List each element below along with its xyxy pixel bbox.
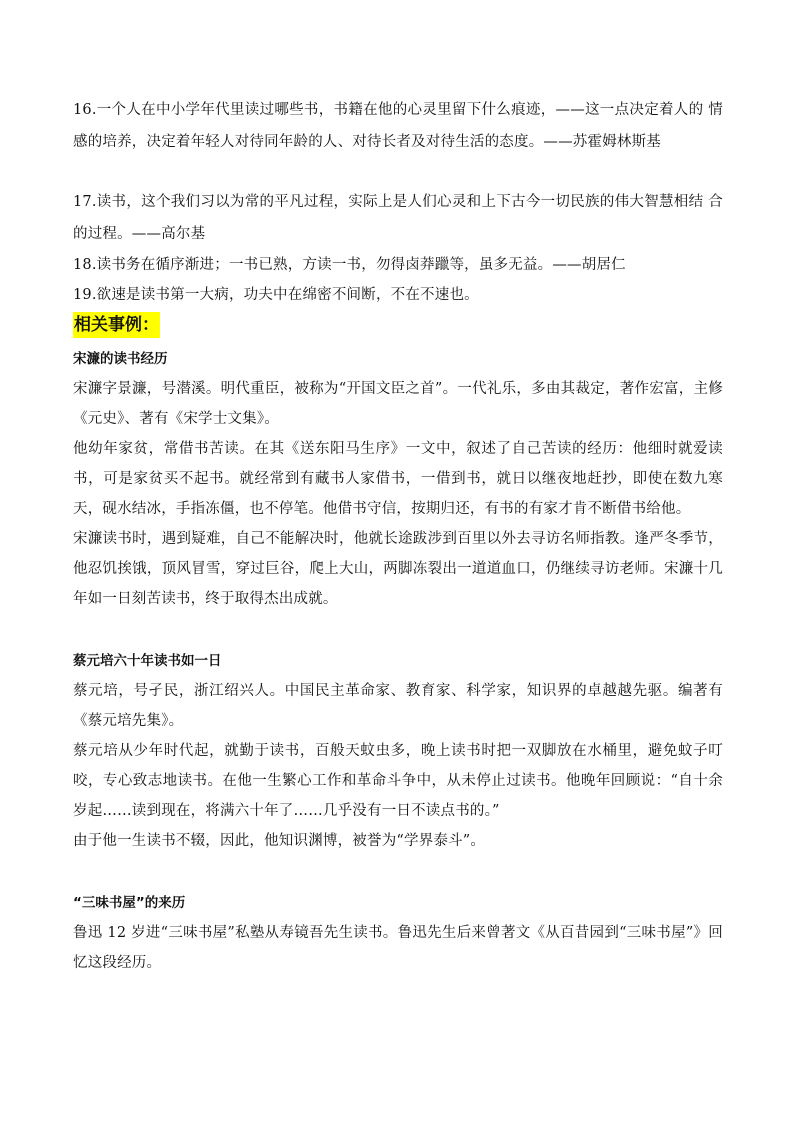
- story-title-cai-yuanpei: 蔡元培六十年读书如一日: [73, 653, 222, 669]
- story-paragraph: 他幼年家贫，常借书苦读。在其《送东阳马生序》一文中，叙述了自己苦读的经历：他细时就爱读书，可是家贫买不起书。就经常到有藏书人家借书，一借到书，就日以继夜地赶抄，即使在数九寒天，砚水结冰，手指冻僵，也不停笔。他借书守信，按期归还，有书的有家才肯不断借书给他。: [73, 441, 723, 517]
- story-paragraph: 鲁迅 12 岁进“三味书屋”私塾从寿镜吾先生读书。鲁迅先生后来曾著文《从百昔园到“三味书屋”》回忆这段经历。: [73, 925, 723, 971]
- story-title-song-lian: 宋濂的读书经历: [73, 351, 168, 367]
- quote-17: 17.读书，这个我们习以为常的平凡过程，实际上是人们心灵和上下古今一切民族的伟大智慧相结 合的过程。——高尔基: [73, 194, 723, 242]
- story-title-sanwei-shuwu: “三味书屋”的来历: [73, 895, 186, 911]
- story-paragraph: 宋濂读书时，遇到疑难，自己不能解决时，他就长途跋涉到百里以外去寻访名师指教。逢严冬季节，他忍饥挨饿，顶风冒雪，穿过巨谷，爬上大山，两脚冻裂出一道道血口，仍继续寻访老师。宋濂十几年如一日刻苦读书，终于取得杰出成就。: [73, 531, 723, 607]
- story-paragraph: 蔡元培从少年时代起，就勤于读书，百般天蚊虫多，晚上读书时把一双脚放在水桶里，避免蚊子叮咬，专心致志地读书。在他一生繁心工作和革命斗争中，从未停止过读书。他晚年回顾说：“自十余岁起……读到现在，将满六十年了……几乎没有一日不读点书的。”: [73, 743, 723, 819]
- story-paragraph: 由于他一生读书不辍，因此，他知识渊博，被誉为“学界泰斗”。: [73, 833, 486, 849]
- story-paragraph: 蔡元培，号孑民，浙江绍兴人。中国民主革命家、教育家、科学家，知识界的卓越越先驱。编著有《蔡元培先集》。: [73, 683, 723, 729]
- section-heading: 相关事例：: [73, 312, 160, 338]
- quote-19: 19.欲速是读书第一大病，功夫中在绵密不间断，不在不速也。: [73, 287, 479, 303]
- document-page: [73, 94, 723, 978]
- quote-18: 18.读书务在循序渐进；一书已熟，方读一书，勿得卤莽躐等，虽多无益。——胡居仁: [73, 257, 626, 273]
- quote-16: 16.一个人在中小学年代里读过哪些书，书籍在他的心灵里留下什么痕迹，——这一点决定着人的 情感的培养，决定着年轻人对待同年龄的人、对待长者及对待生活的态度。——苏霍姆林斯基: [73, 102, 723, 150]
- story-paragraph: 宋濂字景濂，号潜溪。明代重臣，被称为“开国文臣之首”。一代礼乐，多由其裁定，著作宏富，主修《元史》、著有《宋学士文集》。: [73, 381, 723, 427]
